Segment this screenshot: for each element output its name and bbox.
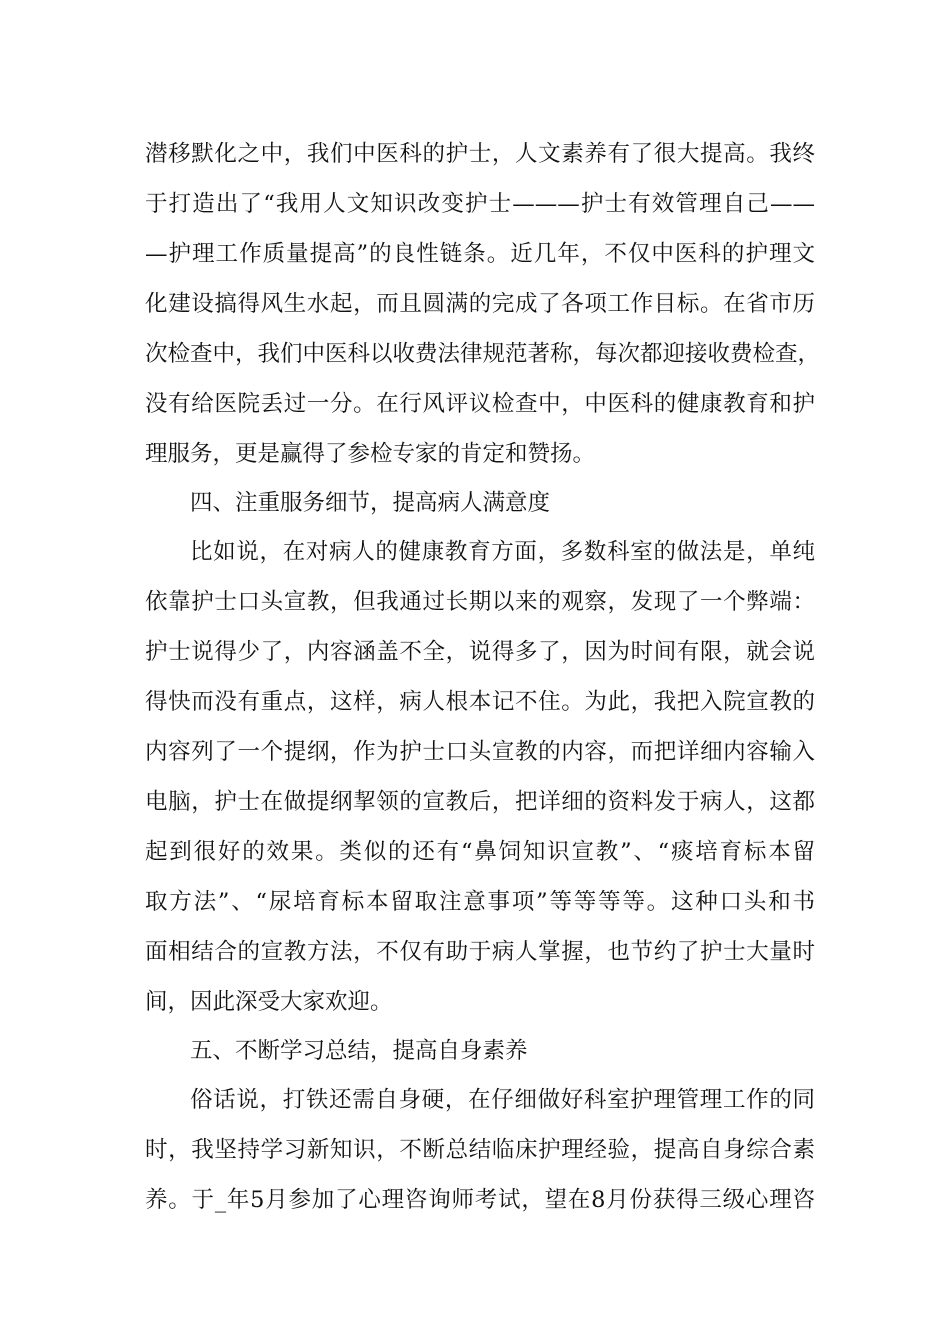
paragraph-line: 次检查中，我们中医科以收费法律规范著称，每次都迎接收费检查，: [145, 341, 821, 367]
paragraph-line: 起到很好的效果。类似的还有“鼻饲知识宣教”、“痰培育标本留: [145, 839, 815, 865]
paragraph-line: 比如说，在对病人的健康教育方面，多数科室的做法是，单纯: [190, 539, 815, 565]
paragraph-line: 理服务，更是赢得了参检专家的肯定和赞扬。: [145, 441, 596, 467]
paragraph-line: 没有给医院丢过一分。在行风评议检查中，中医科的健康教育和护: [145, 391, 815, 417]
paragraph-line: 得快而没有重点，这样，病人根本记不住。为此，我把入院宣教的: [145, 689, 815, 715]
paragraph-line: 护士说得少了，内容涵盖不全，说得多了，因为时间有限，就会说: [145, 639, 815, 665]
paragraph-line: 间，因此深受大家欢迎。: [145, 989, 393, 1015]
section-heading: 五、不断学习总结，提高自身素养: [190, 1038, 528, 1064]
paragraph-line: 时，我坚持学习新知识，不断总结临床护理经验，提高自身综合素: [145, 1137, 815, 1163]
paragraph-line: —护理工作质量提高”的良性链条。近几年，不仅中医科的护理文: [145, 241, 815, 267]
paragraph-line: 依靠护士口头宣教，但我通过长期以来的观察，发现了一个弊端：: [145, 589, 815, 615]
paragraph-line: 养。于_年5月参加了心理咨询师考试，望在8月份获得三级心理咨: [145, 1187, 815, 1213]
paragraph-line: 面相结合的宣教方法，不仅有助于病人掌握，也节约了护士大量时: [145, 939, 815, 965]
paragraph-line: 俗话说，打铁还需自身硬，在仔细做好科室护理管理工作的同: [190, 1087, 815, 1113]
paragraph-line: 电脑，护士在做提纲挈领的宣教后，把详细的资料发于病人，这都: [145, 789, 815, 815]
paragraph-line: 于打造出了“我用人文知识改变护士———护士有效管理自己——: [145, 191, 815, 217]
paragraph-line: 内容列了一个提纲，作为护士口头宣教的内容，而把详细内容输入: [145, 739, 815, 765]
paragraph-line: 化建设搞得风生水起，而且圆满的完成了各项工作目标。在省市历: [145, 291, 815, 317]
section-heading: 四、注重服务细节，提高病人满意度: [190, 490, 551, 516]
paragraph-line: 潜移默化之中，我们中医科的护士，人文素养有了很大提高。我终: [145, 141, 815, 167]
paragraph-line: 取方法”、“尿培育标本留取注意事项”等等等等。这种口头和书: [145, 889, 815, 915]
